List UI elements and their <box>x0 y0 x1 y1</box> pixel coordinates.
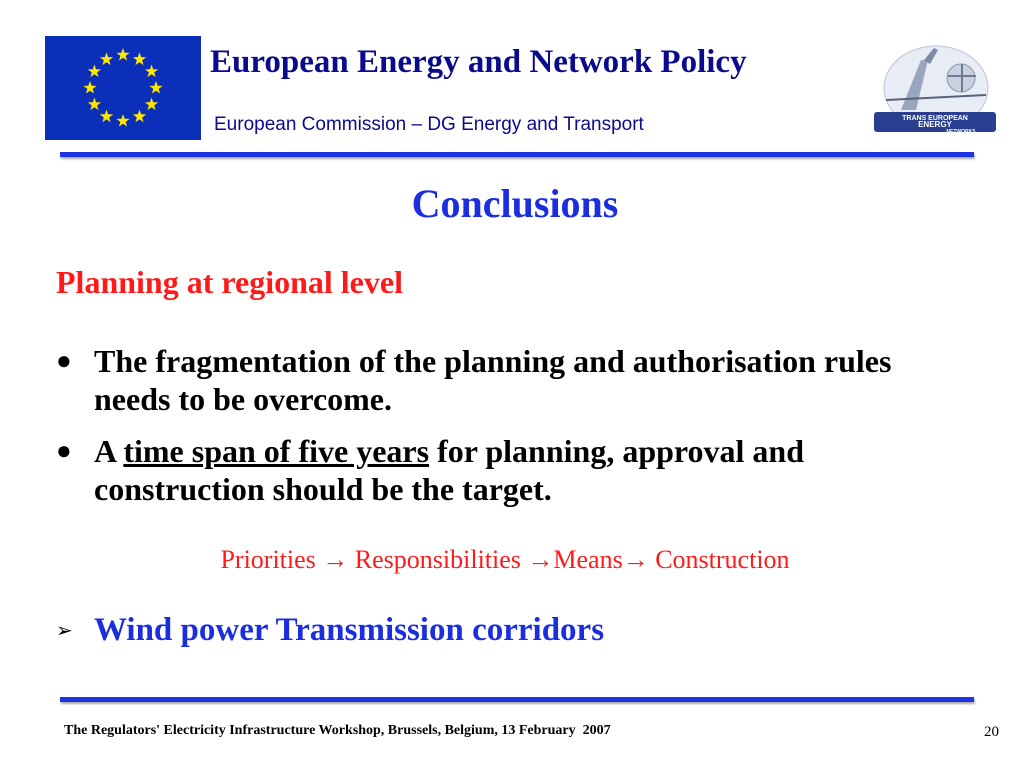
page-number: 20 <box>984 724 999 740</box>
header-subtitle: European Commission – DG Energy and Transport <box>214 114 644 135</box>
svg-text:ENERGY: ENERGY <box>918 120 952 129</box>
bullet-item-1 <box>56 342 914 418</box>
flag-star-icon <box>116 48 129 61</box>
flag-star-icon <box>88 98 101 111</box>
flag-star-icon <box>149 81 162 94</box>
flag-star-icon <box>100 110 113 123</box>
bullet-dot-icon: ● <box>56 436 72 465</box>
arrowhead-bullet-icon: ➢ <box>56 620 73 642</box>
flag-star-icon <box>83 81 96 94</box>
flag-star-icon <box>88 65 101 78</box>
trans-european-energy-networks-logo <box>866 40 1004 138</box>
bullet-2-suffix: for planning, approval and construction should be the target. <box>94 433 805 507</box>
flag-star-icon <box>133 110 146 123</box>
flag-star-icon <box>116 114 129 127</box>
slide-title: Conclusions <box>411 181 619 226</box>
bullet-item-2 <box>56 432 914 508</box>
section-heading: Planning at regional level <box>56 264 403 300</box>
svg-text:TRANS EUROPEAN: TRANS EUROPEAN <box>902 115 968 122</box>
bullet-2-underlined: time span of five years <box>123 433 430 469</box>
eu-flag-icon <box>45 36 201 140</box>
flag-star-icon <box>145 98 158 111</box>
bullet-text-2 <box>94 432 914 508</box>
flag-star-icon <box>133 52 146 65</box>
bottom-divider <box>60 697 974 702</box>
svg-text:NETWORKS: NETWORKS <box>946 129 976 135</box>
footer-text: The Regulators' Electricity Infrastructure Workshop, Brussels, Belgium, 13 February 2007 <box>64 723 611 738</box>
flag-star-icon <box>100 52 113 65</box>
priorities-flow: Priorities → Responsibilities →Means→ Construction <box>220 545 790 574</box>
bullet-dot-icon: ● <box>56 346 72 375</box>
bullet-2-prefix: A <box>94 433 124 469</box>
bullet-text-1: The fragmentation of the planning and authorisation rules needs to be overcome. <box>94 343 892 417</box>
arrow-item-text: Wind power Transmission corridors <box>94 612 605 648</box>
header-title: European Energy and Network Policy <box>210 44 747 80</box>
top-divider <box>60 152 974 157</box>
arrow-bullet-item <box>56 612 604 649</box>
flag-star-icon <box>145 65 158 78</box>
